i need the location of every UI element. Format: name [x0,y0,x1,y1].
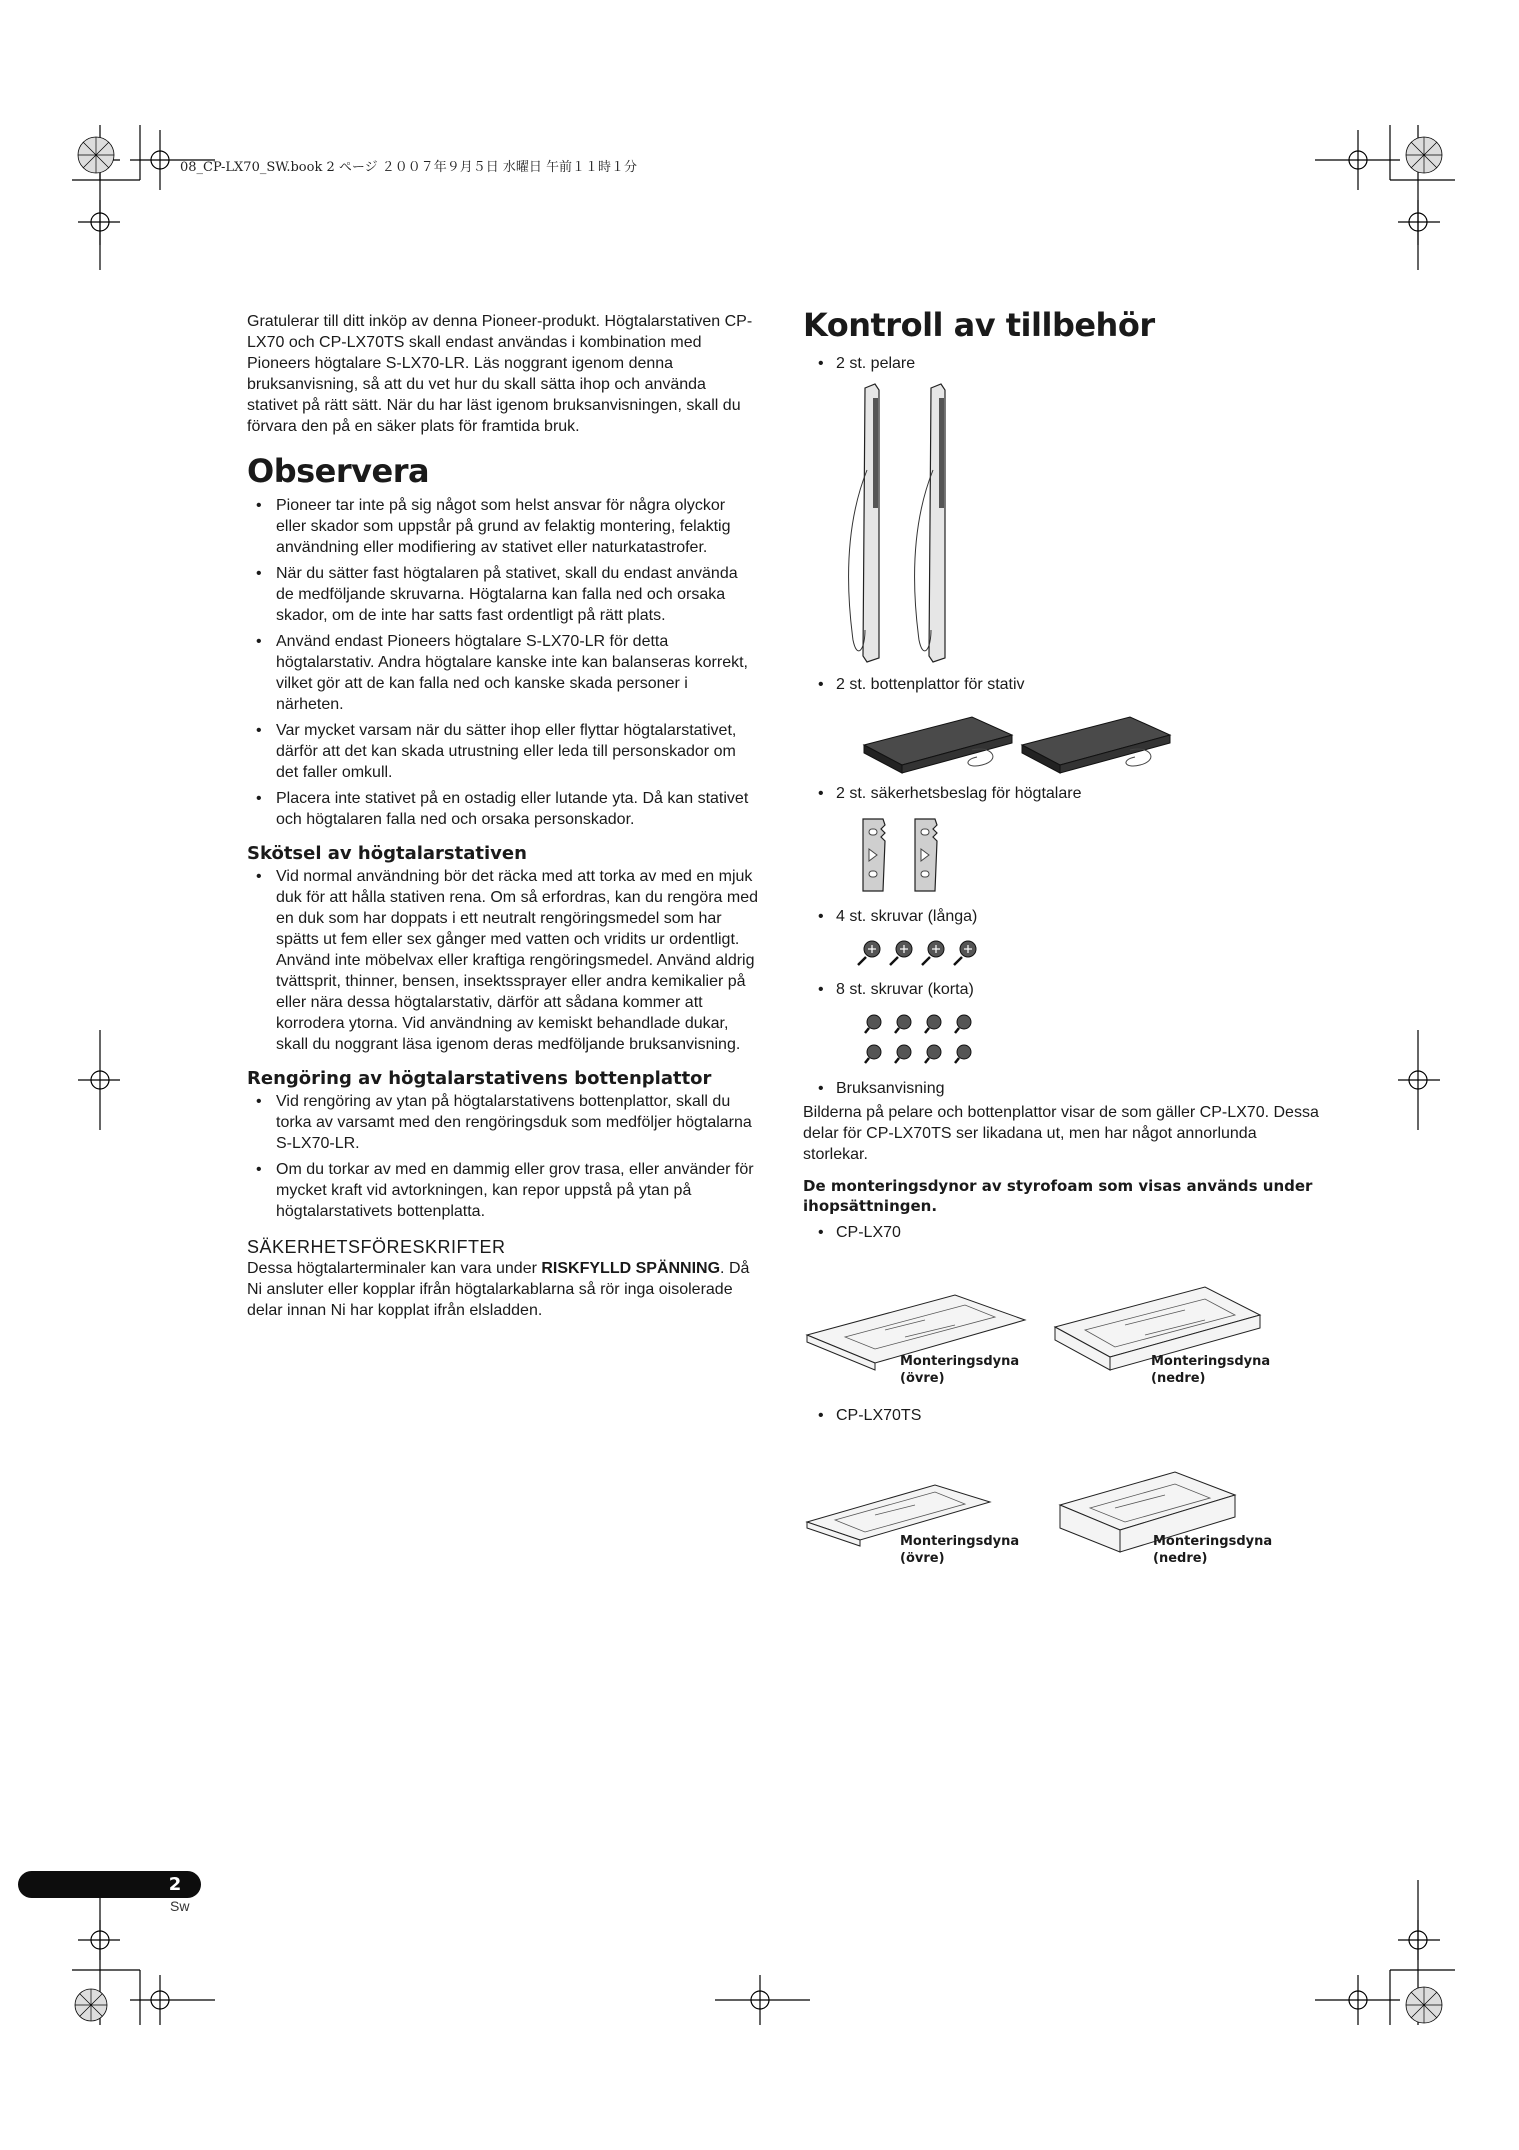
intro-text: Gratulerar till ditt inköp av denna Pioneer-produkt. Högtalarstativen CP-LX70 och CP-LX70TS skall endast användas i kombination med Pioneers högtalare S-LX70-LR. Läs noggrant igenom denna bruksanvisning, så att du vet hur du skall sätta ihop och använda stativet på rätt sätt. När du har läst igenom bruksanvisningen, skall du förvara den på en säker plats för framtida bruk. [247,313,753,435]
accessory-pillars: • 2 st. pelare [815,353,915,374]
file-header: 08_CP-LX70_SW.book 2 ページ ２００７年９月５日 水曜日 午前１１時１分 [180,160,638,175]
styrofoam-note: De monteringsdynor av styrofoam som visas används under ihopsättningen. [803,1177,1313,1215]
list-item: • När du sätter fast högtalaren på stativet, skall du endast använda de medföljande skruvarna. Högtalarna kan falla ned och orsaka skador, om de inte har satts fast ordentligt på rätt plats. [247,563,759,626]
pillars-illustration [835,380,975,670]
observera-list [247,495,759,830]
list-item: • Om du torkar av med en dammig eller grov trasa, eller använder för mycket kraft vid avtorkningen, kan repor uppstå på ytan på högtalarstativets bottenplatta. [247,1159,759,1222]
long-screws-illustration [860,937,1000,967]
list-item: • Placera inte stativet på en ostadig eller lutande yta. Då kan stativet och högtalaren falla ned och orsaka personskador. [247,788,759,830]
accessory-brackets: • 2 st. säkerhetsbeslag för högtalare [815,783,1081,804]
safety-warning: RISKFYLLD SPÄNNING [541,1260,721,1277]
kontroll-heading: Kontroll av tillbehör [803,306,1155,344]
page-number: 2 [168,1874,182,1895]
skotsel-list [247,866,759,1055]
list-item: • Vid normal användning bör det räcka med att torka av med en mjuk duk för att hålla stativen rena. Om så erfordras, kan du rengöra med en duk som har doppats i ett neutralt rengöringsmedel som har spätts ut fem eller sex gånger med vatten och vridits ur ordentligt. Använd inte möbelvax eller kraftiga rengöringsmedel. Använd aldrig tvättsprit, thinner, bensen, insektssprayer eller andra kemikalier på eller nära dessa högtalarstativ, därför att sådana kommer att korrodera ytorna. Vid användning av kemiskt behandlade dukar, skall du noggrant läsa igenom deras medföljande bruksanvisning. [247,866,759,1055]
caption-lower: Monteringsdyna (nedre) [1153,1534,1273,1566]
accessory-base-plates: • 2 st. bottenplattor för stativ [815,674,1025,695]
caption-lower: Monteringsdyna (nedre) [1151,1354,1271,1386]
accessory-manual: • Bruksanvisning [815,1078,945,1099]
skotsel-heading: Skötsel av högtalarstativen [247,843,527,864]
accessory-short-screws: • 8 st. skruvar (korta) [815,979,974,1000]
left-column [247,311,759,1321]
page-language: Sw [170,1898,190,1914]
list-item: • Pioneer tar inte på sig något som helst ansvar för några olyckor eller skador som uppstår på grund av felaktig montering, felaktig användning eller modifiering av stativet eller naturkatastrofer. [247,495,759,558]
illustration-note: Bilderna på pelare och bottenplattor visar de som gäller CP-LX70. Dessa delar för CP-LX70TS ser likadana ut, men har något annorlunda storlekar. [803,1104,1319,1163]
short-screws-illustration [862,1012,1002,1072]
caption-upper: Monteringsdyna (övre) [900,1354,1020,1386]
safety-text: Dessa högtalarterminaler kan vara under RISKFYLLD SPÄNNING. Då Ni ansluter eller kopplar ifrån högtalarkablarna så rör inga oisolerade delar innan Ni har kopplat ifrån elsladden. [247,1260,750,1319]
list-item: • Var mycket varsam när du sätter ihop eller flyttar högtalarstativet, därför att det kan skada utrustning eller leda till personskador om det faller omkull. [247,720,759,783]
rengoring-heading: Rengöring av högtalarstativens bottenplattor [247,1068,712,1089]
observera-heading: Observera [247,452,430,490]
list-item: • Vid rengöring av ytan på högtalarstativens bottenplattor, skall du torka av varsamt med den rengöringsduk som medföljer högtalarna S-LX70-LR. [247,1091,759,1154]
safety-heading: SÄKERHETSFÖRESKRIFTER [247,1237,506,1257]
base-plates-illustration [862,705,1202,785]
model-cp-lx70ts: • CP-LX70TS [815,1405,921,1426]
accessory-long-screws: • 4 st. skruvar (långa) [815,906,977,927]
list-item: • Använd endast Pioneers högtalare S-LX70-LR för detta högtalarstativ. Andra högtalare kanske inte kan balanseras korrekt, vilket gör att de kan falla ned och kanske skada personer i närheten. [247,631,759,715]
model-cp-lx70: • CP-LX70 [815,1222,901,1243]
rengoring-list [247,1091,759,1222]
caption-upper: Monteringsdyna (övre) [900,1534,1020,1566]
styrofoam-cp-lx70-illustration [805,1275,1275,1365]
brackets-illustration [855,815,965,895]
